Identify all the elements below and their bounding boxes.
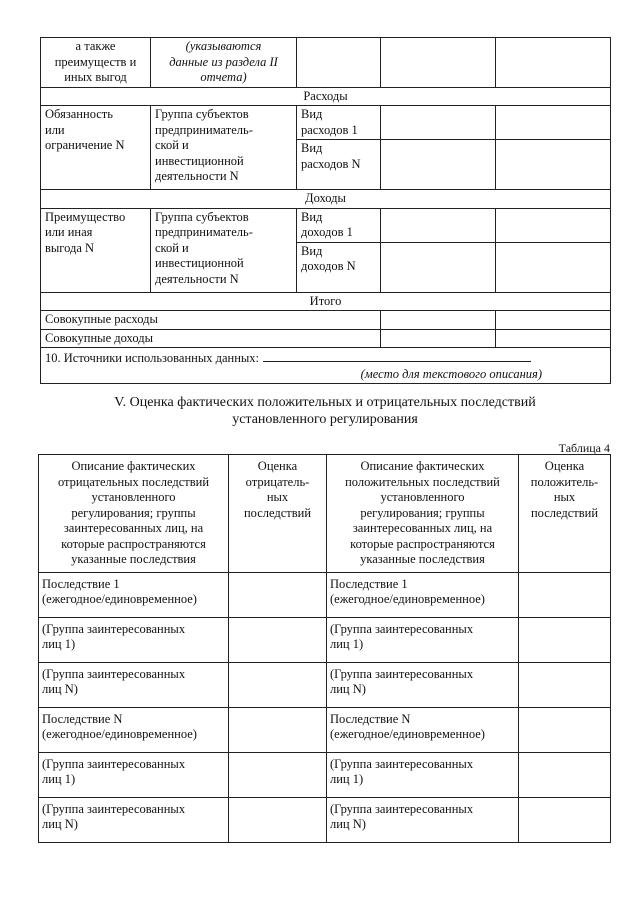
cell-line: Последствие 1 — [330, 576, 408, 591]
section-v-title — [40, 395, 610, 428]
cell-line: (Группа заинтересованных — [330, 756, 474, 771]
empty-cell — [381, 311, 496, 330]
cell-line: (Группа заинтересованных — [330, 666, 474, 681]
empty-cell — [229, 752, 327, 797]
group-cell — [151, 208, 297, 292]
empty-cell — [381, 329, 496, 348]
positive-consequence-cell — [327, 752, 519, 797]
cell-line: лиц N) — [330, 682, 366, 696]
cell-line: лиц 1) — [42, 772, 76, 786]
benefits-line: иных выгод — [64, 70, 127, 84]
empty-cell — [519, 617, 611, 662]
header-line: ных — [553, 490, 576, 504]
header-line: указанные последствия — [360, 552, 485, 566]
table-row — [41, 329, 611, 348]
group-line: предприниматель- — [155, 225, 253, 239]
empty-cell — [381, 242, 496, 292]
header-line: которые распространяются — [350, 536, 495, 551]
cell-line: Последствие N — [42, 711, 123, 726]
total-income-label: Совокупные доходы — [41, 329, 381, 348]
cell-line: (Группа заинтересованных — [330, 621, 474, 636]
kind-line: Вид — [301, 141, 323, 155]
group-cell — [151, 106, 297, 190]
expense-kind-n — [297, 140, 381, 190]
empty-cell — [229, 662, 327, 707]
header-negative-assessment — [229, 455, 327, 573]
header-line: Описание фактических — [71, 459, 196, 473]
report-hint-line: отчета) — [200, 70, 247, 84]
header-line: заинтересованных лиц, на — [63, 521, 204, 535]
header-line: указанные последствия — [71, 552, 196, 566]
section-row — [41, 292, 611, 311]
section-income: Доходы — [41, 190, 611, 209]
cell-line: (Группа заинтересованных — [42, 621, 186, 636]
empty-cell — [496, 38, 611, 88]
empty-cell — [519, 707, 611, 752]
cell-line: Последствие 1 — [42, 576, 120, 591]
negative-consequence-cell — [39, 797, 229, 842]
negative-consequence-cell — [39, 707, 229, 752]
positive-consequence-cell — [327, 797, 519, 842]
header-line: Оценка — [257, 459, 298, 473]
benefit-line: Преимущество — [45, 209, 126, 224]
group-line: инвестиционной — [155, 153, 244, 168]
empty-cell — [519, 572, 611, 617]
empty-cell — [496, 329, 611, 348]
cell-line: (Группа заинтересованных — [42, 801, 186, 816]
obligation-line: ограничение N — [45, 138, 125, 152]
empty-cell — [496, 242, 611, 292]
header-line: последствий — [243, 505, 312, 520]
kind-line: Вид — [301, 209, 323, 224]
obligation-line: или — [45, 122, 65, 137]
table-row — [41, 311, 611, 330]
expense-kind-1 — [297, 106, 381, 140]
header-line: заинтересованных лиц, на — [352, 521, 493, 535]
cell-line: Последствие N — [330, 711, 411, 726]
positive-consequence-cell — [327, 572, 519, 617]
header-line: установленного — [91, 490, 176, 504]
header-line: отрицательных последствий — [57, 474, 210, 489]
negative-consequence-cell — [39, 662, 229, 707]
section-v-title-line: V. Оценка фактических положительных и отрицательных последствий — [114, 395, 536, 410]
cell-line: лиц N) — [42, 682, 78, 696]
sources-hint: (место для текстового описания) — [360, 366, 542, 381]
kind-line: Вид — [301, 243, 323, 258]
table-row — [41, 208, 611, 242]
total-expenses-label: Совокупные расходы — [41, 311, 381, 330]
negative-consequence-cell — [39, 572, 229, 617]
header-line: последствий — [530, 505, 599, 520]
empty-cell — [519, 662, 611, 707]
group-line: деятельности N — [155, 169, 239, 183]
table-row — [39, 797, 611, 842]
report-hint-cell — [151, 38, 297, 88]
empty-cell — [229, 797, 327, 842]
cell-line: лиц N) — [42, 817, 78, 831]
empty-cell — [229, 572, 327, 617]
group-line: деятельности N — [155, 271, 239, 286]
table-row — [39, 752, 611, 797]
benefit-cell — [41, 208, 151, 292]
benefits-line: преимуществ и — [54, 54, 137, 69]
empty-cell — [496, 208, 611, 242]
report-hint-line: данные из раздела II — [169, 54, 278, 69]
kind-line: расходов 1 — [301, 122, 358, 137]
header-line: установленного — [380, 490, 465, 504]
positive-consequence-cell — [327, 617, 519, 662]
table-row — [41, 348, 611, 384]
report-hint-line: (указываются — [185, 39, 262, 53]
empty-cell — [381, 38, 496, 88]
benefits-cell — [41, 38, 151, 88]
header-positive-assessment — [519, 455, 611, 573]
header-row — [39, 455, 611, 573]
kind-line: доходов 1 — [301, 225, 353, 239]
table-row — [41, 38, 611, 88]
empty-cell — [229, 617, 327, 662]
consequences-table — [38, 454, 611, 843]
empty-cell — [519, 752, 611, 797]
header-line: отрицатель- — [245, 474, 310, 489]
table-row — [39, 617, 611, 662]
header-line: которые распространяются — [61, 536, 206, 551]
negative-consequence-cell — [39, 752, 229, 797]
table-row — [41, 106, 611, 140]
empty-cell — [496, 106, 611, 140]
empty-cell — [496, 311, 611, 330]
header-line: положительных последствий — [345, 474, 500, 489]
section-row — [41, 190, 611, 209]
sources-input-line — [263, 349, 531, 362]
income-kind-n — [297, 242, 381, 292]
kind-line: расходов N — [301, 156, 361, 171]
kind-line: Вид — [301, 107, 323, 121]
section-row — [41, 87, 611, 106]
empty-cell — [381, 140, 496, 190]
positive-consequence-cell — [327, 662, 519, 707]
positive-consequence-cell — [327, 707, 519, 752]
cell-line: лиц 1) — [330, 772, 364, 786]
cell-line: (Группа заинтересованных — [42, 666, 186, 681]
group-line: Группа субъектов — [155, 209, 249, 224]
group-line: инвестиционной — [155, 256, 244, 270]
empty-cell — [519, 797, 611, 842]
table-row — [39, 707, 611, 752]
cell-line: лиц 1) — [42, 637, 76, 651]
header-line: регулирования; группы — [360, 505, 485, 520]
empty-cell — [229, 707, 327, 752]
negative-consequence-cell — [39, 617, 229, 662]
obligation-cell — [41, 106, 151, 190]
group-line: предприниматель- — [155, 122, 253, 137]
cell-line: лиц N) — [330, 817, 366, 831]
section-total: Итого — [41, 292, 611, 311]
empty-cell — [297, 38, 381, 88]
cell-line: лиц 1) — [330, 637, 364, 651]
header-negative-description — [39, 455, 229, 573]
cell-line: (ежегодное/единовременное) — [42, 592, 197, 606]
group-line: ской и — [155, 138, 189, 152]
section-v-title-line: установленного регулирования — [232, 411, 418, 427]
header-line: ных — [266, 490, 289, 504]
empty-cell — [381, 208, 496, 242]
header-line: Оценка — [544, 459, 585, 473]
obligation-line: Обязанность — [45, 107, 113, 121]
table-row — [39, 662, 611, 707]
group-line: Группа субъектов — [155, 107, 249, 121]
header-line: Описание фактических — [360, 459, 485, 473]
cell-line: (Группа заинтересованных — [42, 756, 186, 771]
group-line: ской и — [155, 240, 189, 255]
kind-line: доходов N — [301, 259, 356, 273]
sources-cell — [41, 348, 611, 384]
sources-label: 10. Источники использованных данных: — [45, 351, 260, 365]
benefit-line: выгода N — [45, 240, 95, 255]
cell-line: (ежегодное/единовременное) — [330, 592, 485, 606]
header-line: регулирования; группы — [71, 505, 196, 520]
cell-line: (ежегодное/единовременное) — [42, 727, 197, 741]
section-expenses: Расходы — [41, 87, 611, 106]
table-row — [39, 572, 611, 617]
cell-line: (Группа заинтересованных — [330, 801, 474, 816]
cell-line: (ежегодное/единовременное) — [330, 727, 485, 741]
table-4-caption: Таблица 4 — [558, 441, 610, 455]
benefit-line: или иная — [45, 225, 93, 239]
income-kind-1 — [297, 208, 381, 242]
empty-cell — [381, 106, 496, 140]
costs-benefits-table — [40, 37, 611, 384]
header-positive-description — [327, 455, 519, 573]
header-line: положитель- — [530, 474, 599, 489]
empty-cell — [496, 140, 611, 190]
benefits-line: а также — [75, 39, 116, 53]
